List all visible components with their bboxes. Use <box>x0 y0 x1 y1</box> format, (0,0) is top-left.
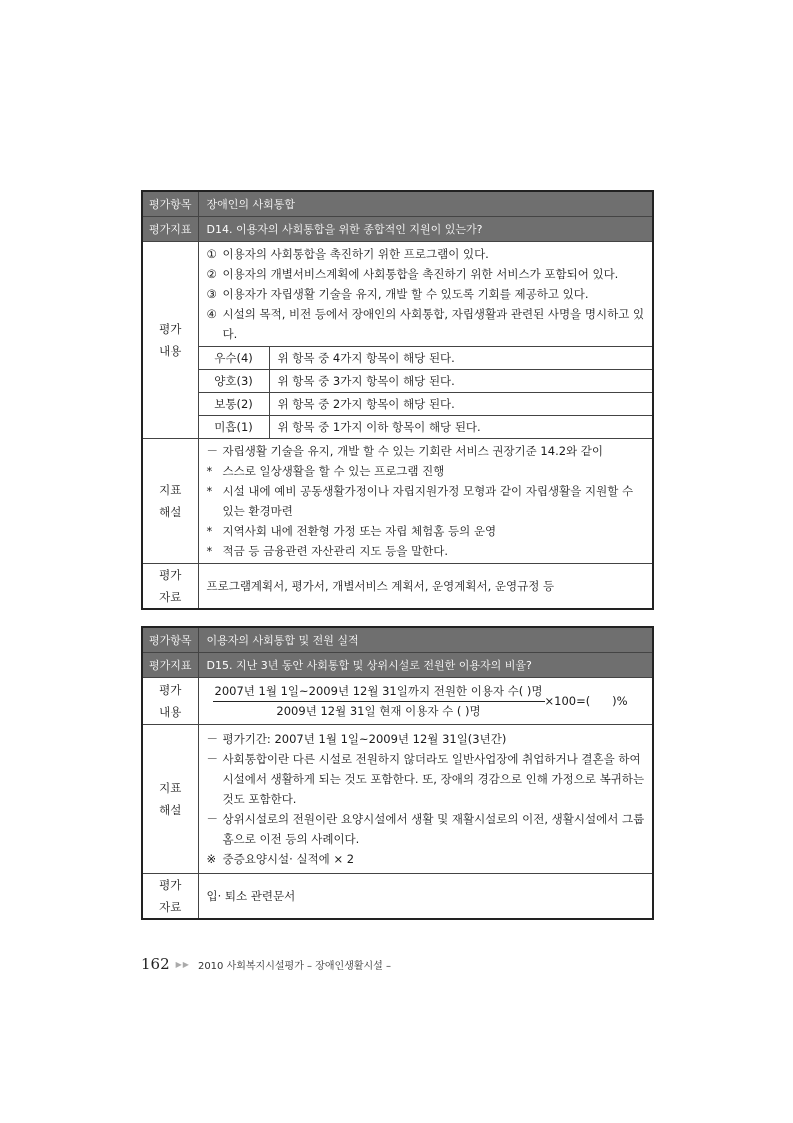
formula-numerator: 2007년 1월 1일~2009년 12월 31일까지 전원한 이용자 수( )명 <box>213 683 545 702</box>
grade-label: 양호(3) <box>199 370 270 393</box>
page-number: 162 <box>141 955 170 973</box>
list-text: 자립생활 기술을 유지, 개발 할 수 있는 기회란 서비스 권장기준 14.2와 같이 <box>222 444 604 458</box>
evaluation-table-d14 <box>141 190 654 610</box>
grade-label: 우수(4) <box>199 347 270 370</box>
list-marker: ④ <box>206 307 217 321</box>
grade-label: 보통(2) <box>199 393 270 416</box>
header-value: D15. 지난 3년 동안 사회통합 및 상위시설로 전원한 이용자의 비율? <box>198 653 653 678</box>
list-marker: － <box>206 732 218 746</box>
explanation-label: 지표 해설 <box>142 725 198 874</box>
list-marker: * <box>206 484 213 498</box>
material-text: 입· 퇴소 관련문서 <box>206 889 296 903</box>
content-row <box>142 678 653 725</box>
header-label: 평가항목 <box>142 191 198 217</box>
list-marker: ※ <box>206 852 217 866</box>
material-row <box>142 874 653 920</box>
list-item <box>207 481 647 521</box>
list-text: 지역사회 내에 전환형 가정 또는 자립 체험홈 등의 운영 <box>222 524 497 538</box>
material-text: 프로그램계획서, 평가서, 개별서비스 계획서, 운영계획서, 운영규정 등 <box>206 579 555 593</box>
list-marker: * <box>206 464 213 478</box>
material-label: 평가 자료 <box>142 874 198 920</box>
explanation-list <box>199 725 653 873</box>
grade-label: 미흡(1) <box>199 416 270 439</box>
list-item <box>207 244 647 264</box>
page-footer <box>141 955 391 973</box>
list-text: 이용자의 개별서비스계획에 사회통합을 촉진하기 위한 서비스가 포함되어 있다. <box>222 267 619 281</box>
header-value: 이용자의 사회통합 및 전원 실적 <box>198 627 653 653</box>
header-row-item <box>142 191 653 217</box>
list-item <box>207 521 647 541</box>
explanation-label: 지표 해설 <box>142 439 198 564</box>
list-marker: － <box>206 752 218 766</box>
explanation-row <box>142 439 653 564</box>
list-text: 이용자의 사회통합을 촉진하기 위한 프로그램이 있다. <box>222 247 489 261</box>
header-label: 평가지표 <box>142 217 198 242</box>
header-label: 평가항목 <box>142 627 198 653</box>
explanation-row <box>142 725 653 874</box>
material-label: 평가 자료 <box>142 564 198 610</box>
list-text: 시설 내에 예비 공동생활가정이나 자립지원가정 모형과 같이 자립생활을 지원할 수 있는 환경마련 <box>222 484 634 518</box>
grade-description: 위 항목 중 3가지 항목이 해당 된다. <box>269 370 652 393</box>
content-row <box>142 242 653 439</box>
list-text: 사회통합이란 다른 시설로 전원하지 않더라도 일반사업장에 취업하거나 결혼을 하여 시설에서 생활하게 되는 것도 포함한다. 또, 장애의 경감으로 인해 가정으로 복귀하는 것도 포함한다. <box>222 752 645 806</box>
list-item <box>207 809 647 849</box>
grade-row <box>199 393 653 416</box>
list-text: 적금 등 금융관련 자산관리 지도 등을 말한다. <box>222 544 449 558</box>
list-marker: * <box>206 544 213 558</box>
arrow-icon: ▶▶ <box>175 959 190 969</box>
list-text: 상위시설로의 전원이란 요양시설에서 생활 및 재활시설로의 이전, 생활시설에서 그룹 홈으로 이전 등의 사례이다. <box>222 812 645 846</box>
list-item <box>207 304 647 344</box>
list-item <box>207 284 647 304</box>
grade-description: 위 항목 중 4가지 항목이 해당 된다. <box>269 347 652 370</box>
list-marker: － <box>206 444 218 458</box>
list-item <box>207 461 647 481</box>
ratio-formula <box>199 679 653 724</box>
list-marker: － <box>206 812 218 826</box>
grade-row <box>199 370 653 393</box>
header-row-indicator <box>142 653 653 678</box>
fraction <box>213 683 545 720</box>
list-marker: ① <box>206 247 217 261</box>
list-text: 시설의 목적, 비전 등에서 장애인의 사회통합, 자립생활과 관련된 사명을 명시하고 있다. <box>222 307 645 341</box>
list-item <box>207 729 647 749</box>
list-item <box>207 441 647 461</box>
list-item <box>207 749 647 809</box>
grade-description: 위 항목 중 2가지 항목이 해당 된다. <box>269 393 652 416</box>
criteria-list <box>199 242 653 346</box>
grade-row <box>199 416 653 439</box>
grade-table <box>199 346 653 438</box>
evaluation-table-d15 <box>141 626 654 920</box>
list-marker: ③ <box>206 287 217 301</box>
explanation-list <box>199 439 653 563</box>
header-row-item <box>142 627 653 653</box>
formula-result: ×100=( )% <box>544 694 628 708</box>
material-row <box>142 564 653 610</box>
list-text: 중증요양시설· 실적에 × 2 <box>222 852 355 866</box>
list-text: 스스로 일상생활을 할 수 있는 프로그램 진행 <box>222 464 445 478</box>
list-text: 이용자가 자립생활 기술을 유지, 개발 할 수 있도록 기회를 제공하고 있다. <box>222 287 589 301</box>
grade-description: 위 항목 중 1가지 이하 항목이 해당 된다. <box>269 416 652 439</box>
content-label: 평가 내용 <box>142 678 198 725</box>
header-value: 장애인의 사회통합 <box>198 191 653 217</box>
formula-denominator: 2009년 12월 31일 현재 이용자 수 ( )명 <box>276 703 481 718</box>
list-text: 평가기간: 2007년 1월 1일~2009년 12월 31일(3년간) <box>222 732 507 746</box>
header-row-indicator <box>142 217 653 242</box>
list-marker: * <box>206 524 213 538</box>
footer-title: 2010 사회복지시설평가 – 장애인생활시설 – <box>197 960 392 972</box>
grade-row <box>199 347 653 370</box>
list-item <box>207 849 647 869</box>
header-label: 평가지표 <box>142 653 198 678</box>
header-value: D14. 이용자의 사회통합을 위한 종합적인 지원이 있는가? <box>198 217 653 242</box>
content-label: 평가 내용 <box>142 242 198 439</box>
list-item <box>207 264 647 284</box>
list-item <box>207 541 647 561</box>
list-marker: ② <box>206 267 217 281</box>
